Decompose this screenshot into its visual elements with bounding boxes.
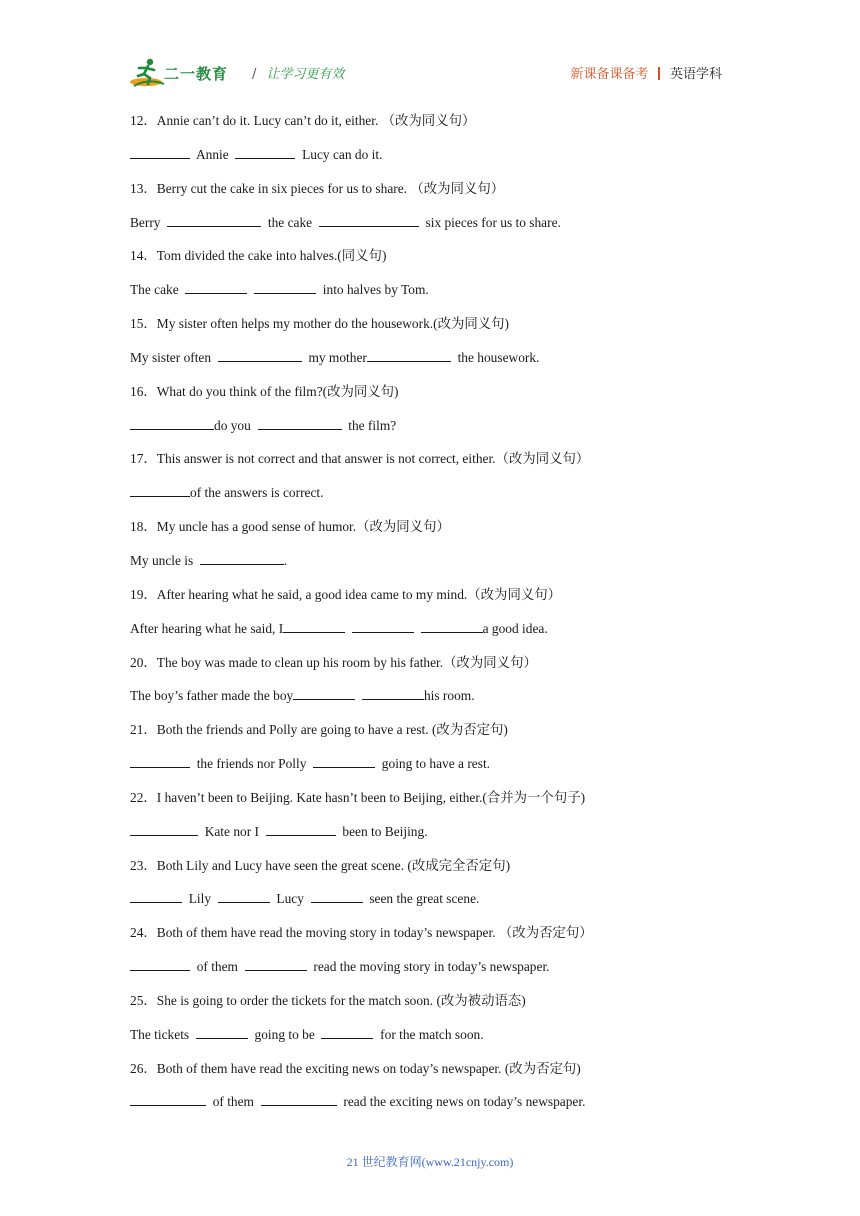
course-label: 新课备课备考: [570, 67, 649, 82]
answer-text: [247, 282, 254, 297]
answer-line: [130, 415, 750, 449]
answer-line: [130, 212, 750, 246]
answer-text: going to be: [247, 1026, 322, 1042]
answer-text: seen the great scene.: [362, 891, 480, 907]
slash-divider: /: [252, 67, 257, 82]
answer-text: the cake: [261, 214, 319, 230]
answer-line: [130, 1024, 750, 1058]
answer-blank[interactable]: [130, 821, 198, 836]
answer-text: [355, 688, 362, 703]
answer-blank[interactable]: [130, 1091, 206, 1106]
question-line: 14．Tom divided the cake into halves.(同义句): [130, 248, 387, 264]
answer-blank[interactable]: [352, 618, 414, 633]
answer-blank[interactable]: [258, 415, 342, 430]
answer-text: the friends nor Polly: [190, 756, 314, 772]
header-separator: [658, 67, 660, 80]
answer-blank[interactable]: [245, 956, 307, 971]
question-line: 15．My sister often helps my mother do the housework.(改为同义句): [130, 316, 509, 332]
answer-text: the film?: [341, 417, 397, 433]
question-line: 12．Annie can’t do it. Lucy can’t do it, either. （改为同义句）: [130, 113, 476, 128]
answer-blank[interactable]: [421, 618, 483, 633]
answer-line: [130, 550, 750, 584]
answer-blank[interactable]: [130, 144, 190, 159]
answer-text: his room.: [423, 688, 475, 704]
answer-blank[interactable]: [313, 753, 375, 768]
answer-blank[interactable]: [130, 482, 190, 497]
answer-text: [345, 621, 352, 636]
answer-line: [130, 753, 750, 787]
answer-line: [130, 821, 750, 855]
answer-text: six pieces for us to share.: [418, 214, 561, 230]
answer-blank[interactable]: [319, 212, 419, 227]
answer-blank[interactable]: [200, 550, 284, 565]
answer-blank[interactable]: [167, 212, 261, 227]
answer-text: the housework.: [450, 349, 540, 365]
answer-blank[interactable]: [293, 685, 355, 700]
answer-text: my mother: [301, 349, 367, 365]
subject-label: 英语学科: [669, 67, 722, 82]
answer-text: read the moving story in today’s newspaper.: [306, 959, 550, 975]
answer-blank[interactable]: [130, 956, 190, 971]
answer-text: After hearing what he said, I: [130, 620, 284, 636]
answer-text: The tickets: [130, 1026, 196, 1042]
answer-line: [130, 144, 750, 178]
answer-line: [130, 279, 750, 313]
answer-text: a good idea.: [482, 620, 548, 636]
answer-line: [130, 482, 750, 516]
question-line: 17．This answer is not correct and that answer is not correct, either.（改为同义句）: [130, 451, 590, 467]
answer-text: .: [283, 552, 288, 568]
answer-text: My uncle is: [130, 552, 200, 568]
answer-line: [130, 618, 750, 652]
question-line: 22．I haven’t been to Beijing. Kate hasn’t been to Beijing, either.(合并为一个句子): [130, 789, 586, 805]
question-line: 26．Both of them have read the exciting news on today’s newspaper. (改为否定句): [130, 1060, 581, 1076]
answer-blank[interactable]: [235, 144, 295, 159]
answer-blank[interactable]: [130, 415, 214, 430]
answer-text: Berry: [130, 214, 168, 230]
answer-text: for the match soon.: [373, 1026, 484, 1042]
answer-blank[interactable]: [261, 1091, 337, 1106]
answer-text: Lily: [182, 891, 218, 907]
answer-text: The cake: [130, 282, 186, 298]
answer-text: The boy’s father made the boy: [130, 688, 294, 704]
answer-blank[interactable]: [283, 618, 345, 633]
answer-blank[interactable]: [130, 888, 182, 903]
answer-blank[interactable]: [196, 1024, 248, 1039]
answer-blank[interactable]: [311, 888, 363, 903]
answer-text: My sister often: [130, 349, 218, 365]
answer-text: going to have a rest.: [375, 756, 491, 772]
exercise-list: [130, 110, 750, 1125]
slogan-text: 让学习更有效: [266, 67, 345, 82]
answer-blank[interactable]: [367, 347, 451, 362]
answer-text: Annie: [190, 146, 236, 162]
answer-blank[interactable]: [218, 888, 270, 903]
answer-blank[interactable]: [321, 1024, 373, 1039]
answer-blank[interactable]: [254, 279, 316, 294]
answer-text: Lucy: [269, 891, 311, 907]
question-line: 19．After hearing what he said, a good idea came to my mind.（改为同义句）: [130, 586, 562, 602]
logo-text: 二一教育: [164, 65, 229, 83]
answer-line: [130, 1091, 750, 1125]
answer-text: been to Beijing.: [335, 823, 428, 839]
page-header: [128, 56, 728, 90]
question-line: 24．Both of them have read the moving story in today’s newspaper. （改为否定句）: [130, 925, 593, 941]
header-right: [570, 63, 722, 82]
answer-line: [130, 347, 750, 381]
answer-text: do you: [214, 417, 258, 433]
question-line: 25．She is going to order the tickets for the match soon. (改为被动语态): [130, 992, 526, 1008]
question-line: 18．My uncle has a good sense of humor.（改为同义句）: [130, 519, 450, 535]
question-line: 16．What do you think of the film?(改为同义句): [130, 383, 399, 399]
answer-text: into halves by Tom.: [316, 282, 429, 298]
question-line: 21．Both the friends and Polly are going to have a rest. (改为否定句): [130, 722, 508, 738]
answer-blank[interactable]: [185, 279, 247, 294]
answer-text: of them: [206, 1094, 261, 1110]
answer-line: [130, 888, 750, 922]
answer-blank[interactable]: [130, 753, 190, 768]
answer-line: [130, 956, 750, 990]
question-line: 23．Both Lily and Lucy have seen the great scene. (改成完全否定句): [130, 857, 511, 873]
answer-line: [130, 685, 750, 719]
header-slogan: [252, 63, 344, 82]
question-line: 20．The boy was made to clean up his room by his father.（改为同义句）: [130, 654, 537, 670]
answer-blank[interactable]: [362, 685, 424, 700]
question-line: 13．Berry cut the cake in six pieces for us to share. （改为同义句）: [130, 180, 505, 196]
answer-text: Kate nor I: [198, 823, 266, 839]
answer-text: Lucy can do it.: [295, 146, 383, 162]
answer-text: read the exciting news on today’s newspaper.: [336, 1094, 586, 1110]
answer-text: of them: [190, 959, 245, 975]
answer-blank[interactable]: [218, 347, 302, 362]
answer-text: [414, 621, 421, 636]
page-footer: 21 世纪教育网(www.21cnjy.com): [346, 1155, 514, 1169]
answer-text: of the answers is correct.: [190, 485, 324, 501]
answer-blank[interactable]: [266, 821, 336, 836]
